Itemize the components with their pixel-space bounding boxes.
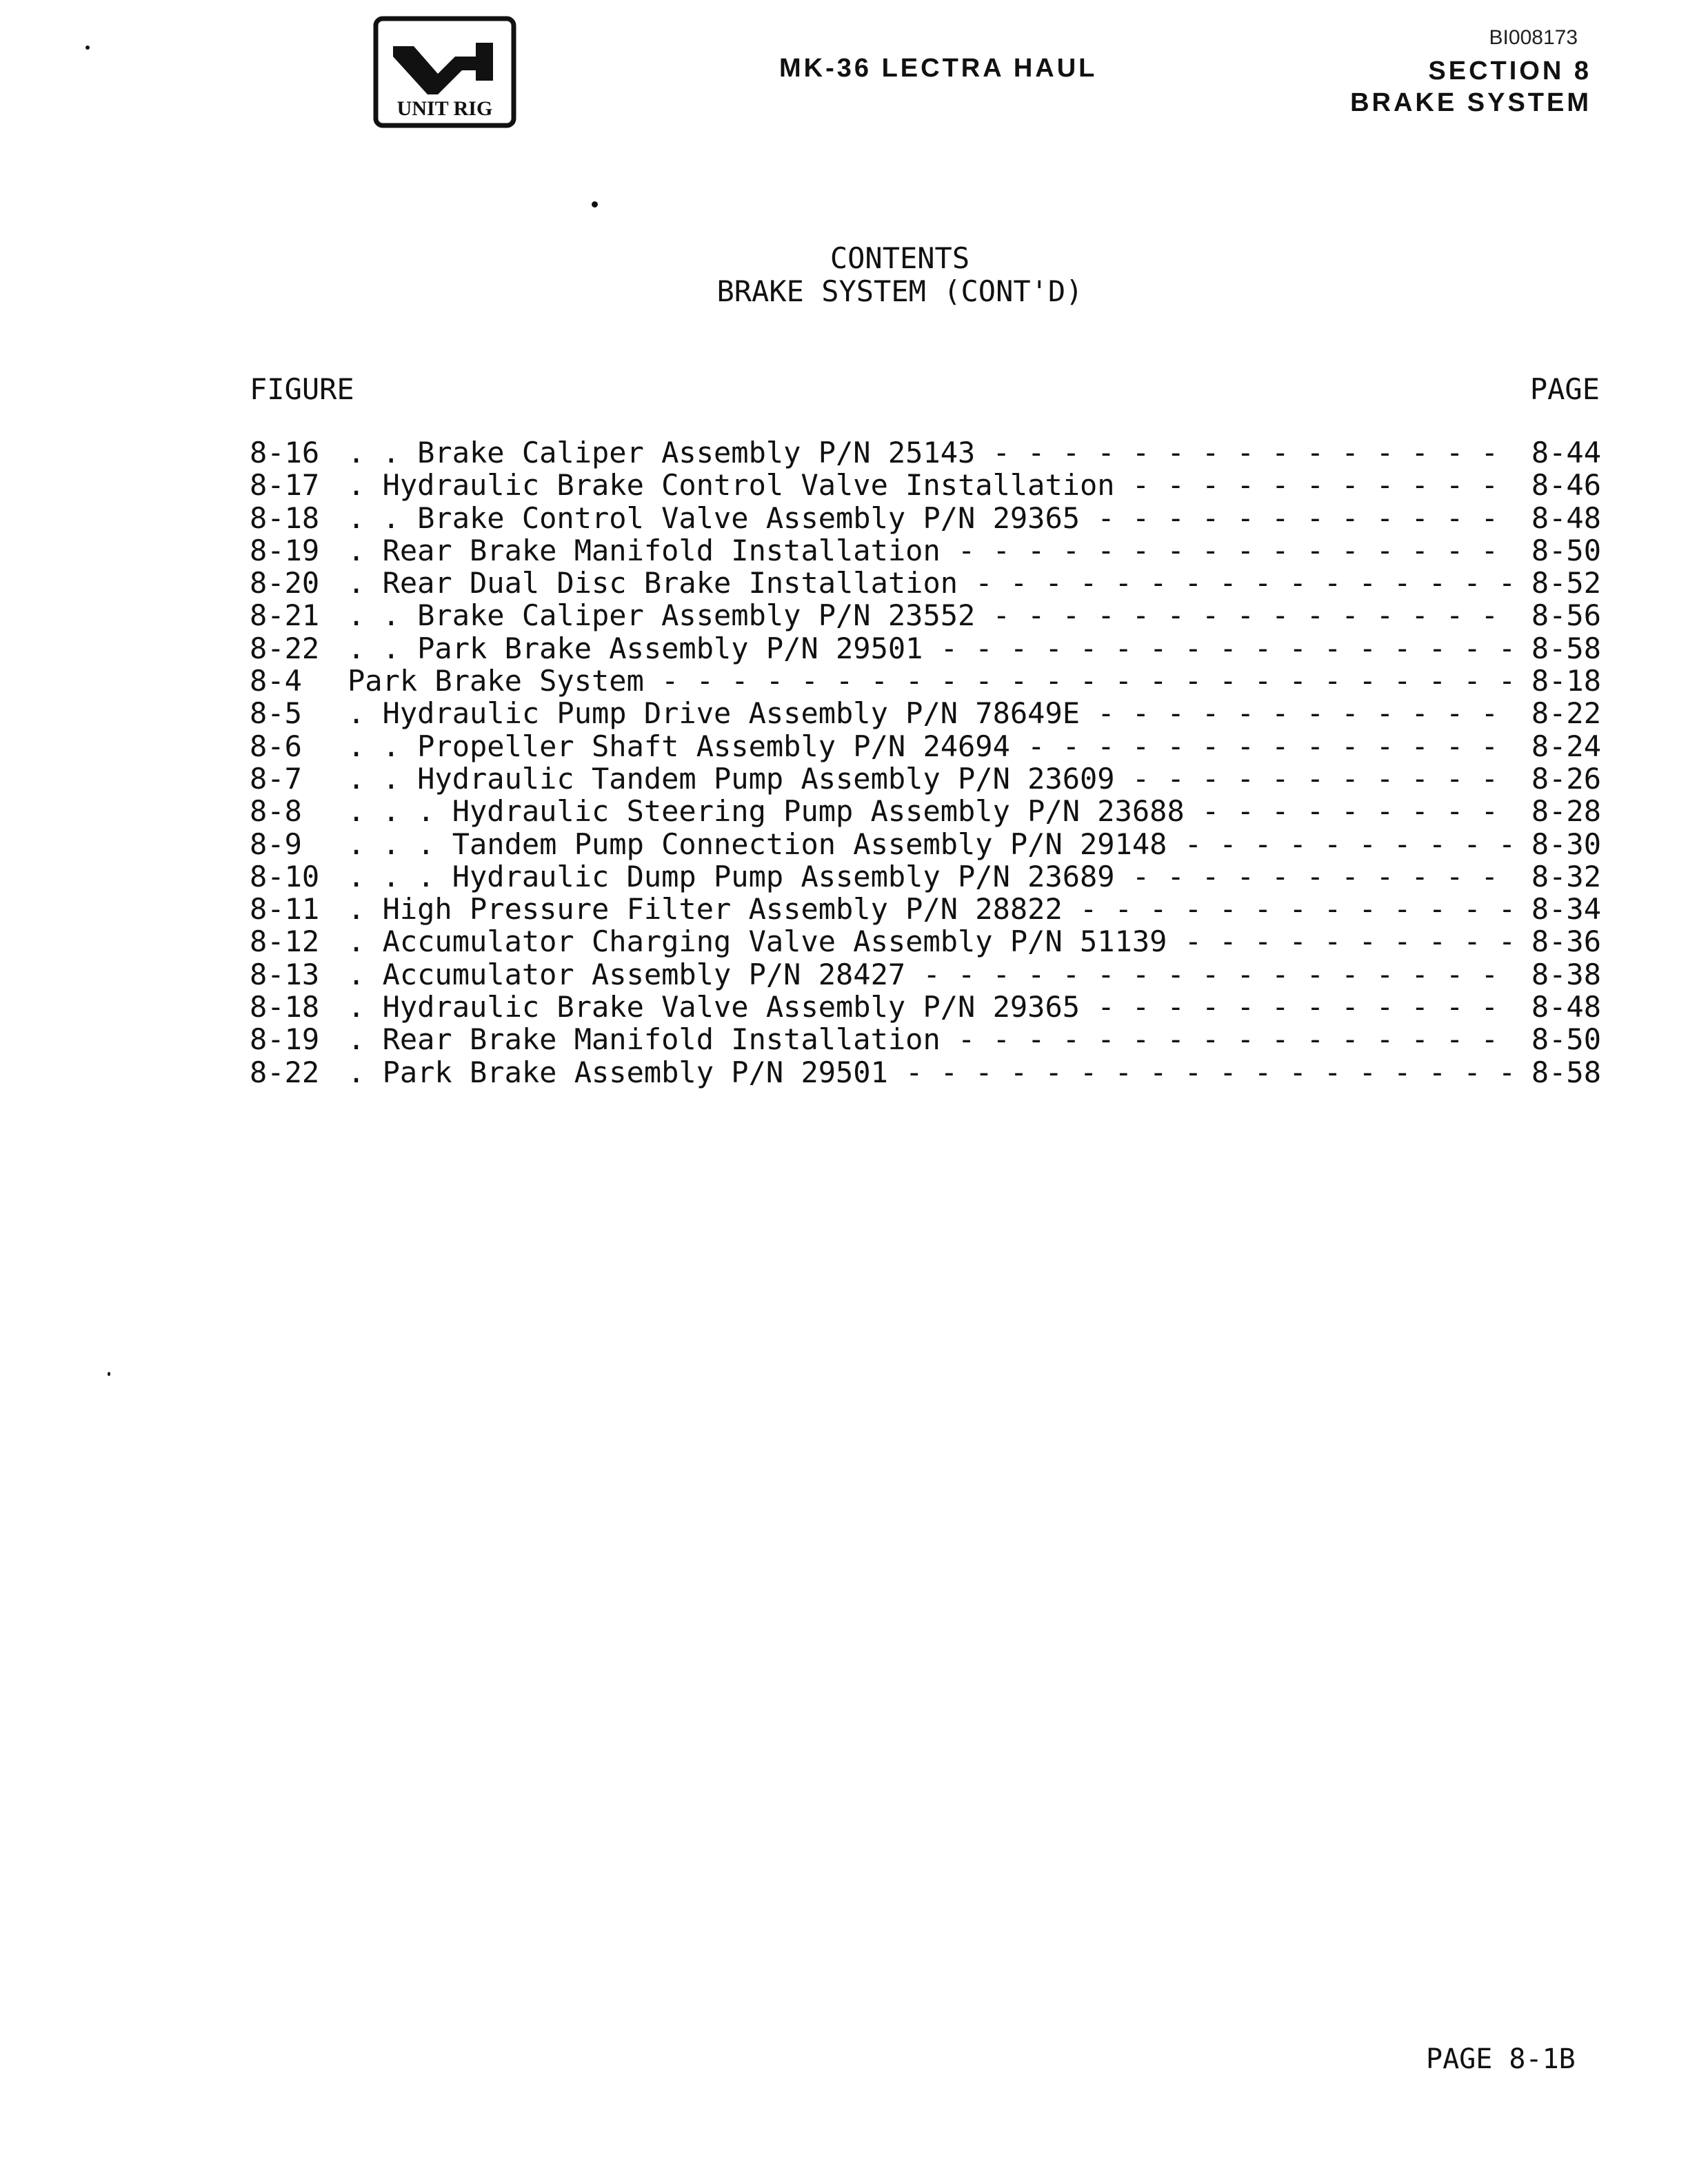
toc-row: [250, 534, 1601, 566]
toc-figure-number: 8-16: [250, 436, 320, 469]
toc-page-number: 8-36: [1531, 924, 1601, 959]
toc-entry-title: . . . Hydraulic Steering Pump Assembly P/N 23688 - - -: [348, 794, 1512, 828]
toc-page-number: 8-58: [1531, 1055, 1601, 1089]
contents-title: CONTENTS: [830, 241, 970, 275]
toc-figure-number: 8-13: [250, 957, 320, 991]
toc-row: [250, 958, 1601, 990]
toc-page-number: 8-30: [1531, 827, 1601, 861]
toc-page-number: 8-32: [1531, 859, 1601, 893]
page-column-header: PAGE: [1529, 372, 1600, 406]
figure-column-header: FIGURE: [250, 372, 354, 406]
toc-entry-title: . Accumulator Charging Valve Assembly P/N 51139 - - -: [348, 924, 1512, 958]
toc-entry-title: . . . Hydraulic Dump Pump Assembly P/N 23689 - - -: [348, 860, 1512, 893]
toc-entry-title: . . Brake Control Valve Assembly P/N 29365 - - -: [348, 501, 1512, 535]
toc-row: [250, 501, 1601, 534]
toc-row: [250, 631, 1601, 664]
toc-entry-title: . High Pressure Filter Assembly P/N 28822 - - -: [348, 892, 1512, 926]
toc-figure-number: 8-18: [250, 501, 320, 535]
toc-row: [250, 990, 1601, 1022]
toc-figure-number: 8-9: [250, 827, 302, 861]
toc-figure-number: 8-10: [250, 859, 320, 893]
toc-page-number: 8-52: [1531, 566, 1601, 600]
toc-figure-number: 8-19: [250, 1022, 320, 1057]
toc-page-number: 8-48: [1531, 501, 1601, 535]
toc-page-number: 8-24: [1531, 729, 1601, 763]
toc-entry-title: . . . Tandem Pump Connection Assembly P/N 29148 - - -: [348, 827, 1512, 861]
toc-page-number: 8-34: [1531, 892, 1601, 927]
toc-figure-number: 8-5: [250, 696, 302, 731]
section-name: BRAKE SYSTEM: [1350, 88, 1591, 117]
toc-page-number: 8-38: [1531, 957, 1601, 991]
toc-page-number: 8-48: [1531, 990, 1601, 1024]
toc-figure-number: 8-22: [250, 1055, 320, 1089]
toc-entry-title: . . Propeller Shaft Assembly P/N 24694 - - -: [348, 729, 1512, 763]
toc-page-number: 8-46: [1531, 468, 1601, 503]
toc-page-number: 8-50: [1531, 1022, 1601, 1057]
document-id: BI008173: [1489, 26, 1578, 49]
logo-text: UNIT RIG: [396, 97, 493, 120]
toc-entry-title: . Hydraulic Brake Valve Assembly P/N 29365 - - -: [348, 990, 1512, 1024]
table-of-contents: [250, 436, 1601, 1088]
toc-entry-title: Park Brake System - - -: [348, 664, 1512, 698]
page-number: PAGE 8-1B: [1426, 2043, 1576, 2075]
toc-page-number: 8-28: [1531, 794, 1601, 829]
toc-page-number: 8-56: [1531, 598, 1601, 633]
toc-figure-number: 8-21: [250, 598, 320, 633]
toc-page-number: 8-50: [1531, 533, 1601, 567]
toc-row: [250, 1022, 1601, 1055]
toc-entry-title: . . Brake Caliper Assembly P/N 25143 - - -: [348, 436, 1512, 469]
toc-figure-number: 8-4: [250, 664, 302, 698]
toc-entry-title: . Rear Brake Manifold Installation - - -: [348, 1022, 1512, 1056]
toc-figure-number: 8-7: [250, 761, 302, 796]
scan-speck: [86, 46, 90, 50]
toc-figure-number: 8-22: [250, 631, 320, 665]
toc-figure-number: 8-12: [250, 924, 320, 959]
toc-row: [250, 892, 1601, 927]
toc-row: [250, 598, 1601, 631]
toc-page-number: 8-18: [1531, 664, 1601, 698]
toc-figure-number: 8-19: [250, 533, 320, 567]
toc-figure-number: 8-17: [250, 468, 320, 503]
toc-row: [250, 566, 1601, 598]
toc-row: [250, 924, 1601, 957]
manual-title: MK-36 LECTRA HAUL: [779, 54, 1098, 83]
toc-entry-title: . . Hydraulic Tandem Pump Assembly P/N 23609 - - -: [348, 762, 1512, 796]
toc-row: [250, 827, 1601, 860]
toc-row: [250, 794, 1601, 827]
toc-entry-title: . Rear Dual Disc Brake Installation - - -: [348, 566, 1512, 600]
toc-figure-number: 8-8: [250, 794, 302, 829]
scan-speck: [108, 1372, 110, 1376]
toc-row: [250, 696, 1601, 729]
toc-entry-title: . Rear Brake Manifold Installation - - -: [348, 534, 1512, 567]
contents-subtitle: BRAKE SYSTEM (CONT'D): [716, 274, 1083, 308]
toc-row: [250, 729, 1601, 762]
toc-figure-number: 8-18: [250, 990, 320, 1024]
toc-entry-title: . . Park Brake Assembly P/N 29501 - - -: [348, 631, 1512, 665]
toc-page-number: 8-58: [1531, 631, 1601, 665]
toc-figure-number: 8-11: [250, 892, 320, 927]
toc-entry-title: . . Brake Caliper Assembly P/N 23552 - - -: [348, 598, 1512, 632]
unit-rig-logo: [372, 15, 517, 129]
toc-entry-title: . Accumulator Assembly P/N 28427 - - -: [348, 958, 1512, 991]
toc-row: [250, 436, 1601, 468]
toc-page-number: 8-22: [1531, 696, 1601, 731]
toc-figure-number: 8-20: [250, 566, 320, 600]
toc-entry-title: . Hydraulic Brake Control Valve Installation - - -: [348, 468, 1512, 502]
toc-page-number: 8-44: [1531, 436, 1601, 469]
toc-row: [250, 664, 1601, 696]
toc-entry-title: . Park Brake Assembly P/N 29501 - - -: [348, 1055, 1512, 1089]
toc-figure-number: 8-6: [250, 729, 302, 763]
scan-speck: [592, 201, 598, 208]
toc-row: [250, 762, 1601, 794]
toc-entry-title: . Hydraulic Pump Drive Assembly P/N 78649E - - -: [348, 696, 1512, 730]
toc-page-number: 8-26: [1531, 761, 1601, 796]
toc-row: [250, 860, 1601, 892]
section-label: SECTION 8: [1428, 57, 1591, 85]
toc-row: [250, 1055, 1601, 1088]
toc-row: [250, 468, 1601, 501]
